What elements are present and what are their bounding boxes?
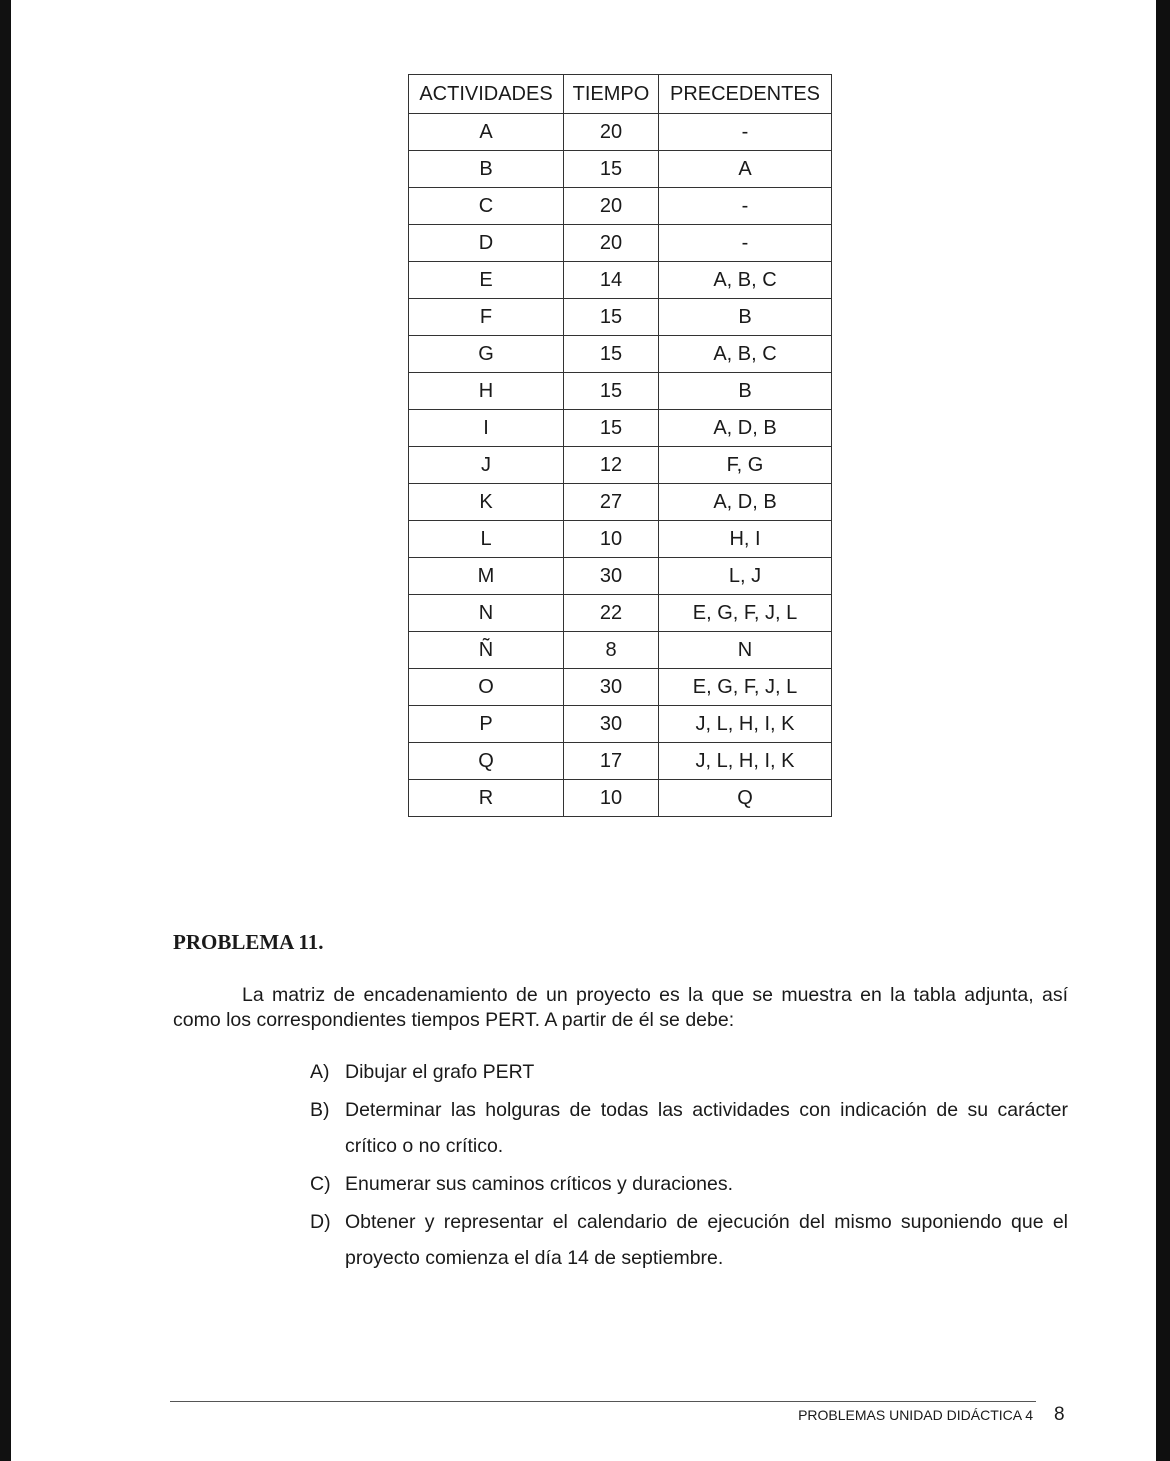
cell-tiempo: 8 <box>564 632 659 669</box>
table-row <box>409 188 832 225</box>
table-row <box>409 151 832 188</box>
cell-tiempo: 30 <box>564 558 659 595</box>
cell-precedentes: B <box>659 373 832 410</box>
cell-actividad: J <box>409 447 564 484</box>
table-row <box>409 595 832 632</box>
cell-precedentes: F, G <box>659 447 832 484</box>
cell-precedentes: - <box>659 225 832 262</box>
left-scan-edge <box>0 0 11 1461</box>
task-letter: D) <box>310 1211 331 1233</box>
cell-actividad: A <box>409 114 564 151</box>
table-row <box>409 669 832 706</box>
page-number: 8 <box>1054 1404 1065 1425</box>
cell-actividad: Ñ <box>409 632 564 669</box>
cell-tiempo: 17 <box>564 743 659 780</box>
cell-tiempo: 27 <box>564 484 659 521</box>
cell-actividad: D <box>409 225 564 262</box>
cell-actividad: M <box>409 558 564 595</box>
cell-precedentes: H, I <box>659 521 832 558</box>
task-text: Determinar las holguras de todas las actividades con indicación de su carácter crítico o no crítico. <box>345 1099 1068 1157</box>
cell-tiempo: 10 <box>564 521 659 558</box>
cell-actividad: P <box>409 706 564 743</box>
cell-actividad: I <box>409 410 564 447</box>
cell-actividad: H <box>409 373 564 410</box>
cell-precedentes: A, B, C <box>659 262 832 299</box>
header-actividades: ACTIVIDADES <box>409 75 564 114</box>
task-list <box>310 1054 1068 1278</box>
cell-precedentes: E, G, F, J, L <box>659 595 832 632</box>
cell-precedentes: J, L, H, I, K <box>659 706 832 743</box>
cell-precedentes: - <box>659 114 832 151</box>
cell-precedentes: L, J <box>659 558 832 595</box>
task-item <box>310 1054 1068 1090</box>
cell-precedentes: A, D, B <box>659 484 832 521</box>
table-row <box>409 225 832 262</box>
cell-actividad: K <box>409 484 564 521</box>
table-row <box>409 558 832 595</box>
header-precedentes: PRECEDENTES <box>659 75 832 114</box>
cell-precedentes: - <box>659 188 832 225</box>
task-text: Dibujar el grafo PERT <box>345 1061 535 1083</box>
cell-actividad: R <box>409 780 564 817</box>
cell-tiempo: 15 <box>564 373 659 410</box>
task-text: Enumerar sus caminos críticos y duraciones. <box>345 1173 733 1195</box>
table-row <box>409 373 832 410</box>
cell-precedentes: E, G, F, J, L <box>659 669 832 706</box>
cell-precedentes: A, D, B <box>659 410 832 447</box>
table-row <box>409 484 832 521</box>
cell-tiempo: 30 <box>564 669 659 706</box>
table-row <box>409 447 832 484</box>
task-letter: A) <box>310 1061 330 1083</box>
cell-precedentes: J, L, H, I, K <box>659 743 832 780</box>
task-item <box>310 1166 1068 1202</box>
cell-precedentes: Q <box>659 780 832 817</box>
table-row <box>409 632 832 669</box>
cell-tiempo: 12 <box>564 447 659 484</box>
cell-tiempo: 15 <box>564 299 659 336</box>
cell-actividad: F <box>409 299 564 336</box>
task-item <box>310 1204 1068 1276</box>
cell-precedentes: B <box>659 299 832 336</box>
task-letter: B) <box>310 1099 330 1121</box>
cell-actividad: Q <box>409 743 564 780</box>
cell-tiempo: 20 <box>564 114 659 151</box>
table-row <box>409 780 832 817</box>
cell-actividad: G <box>409 336 564 373</box>
cell-actividad: O <box>409 669 564 706</box>
cell-tiempo: 20 <box>564 188 659 225</box>
footer-label: PROBLEMAS UNIDAD DIDÁCTICA 4 <box>798 1407 1033 1423</box>
right-scan-edge <box>1156 0 1170 1461</box>
table-row <box>409 743 832 780</box>
task-letter: C) <box>310 1173 331 1195</box>
table-row <box>409 336 832 373</box>
task-text: Obtener y representar el calendario de ejecución del mismo suponiendo que el proyecto comienza el día 14 de septiembre. <box>345 1211 1068 1269</box>
cell-tiempo: 20 <box>564 225 659 262</box>
table-row <box>409 262 832 299</box>
activities-table <box>408 74 832 817</box>
problem-title: PROBLEMA 11. <box>173 930 324 954</box>
cell-actividad: B <box>409 151 564 188</box>
table-row <box>409 410 832 447</box>
table-row <box>409 521 832 558</box>
cell-tiempo: 14 <box>564 262 659 299</box>
cell-actividad: N <box>409 595 564 632</box>
cell-actividad: E <box>409 262 564 299</box>
cell-tiempo: 15 <box>564 336 659 373</box>
cell-tiempo: 22 <box>564 595 659 632</box>
cell-precedentes: A <box>659 151 832 188</box>
cell-actividad: L <box>409 521 564 558</box>
header-tiempo: TIEMPO <box>564 75 659 114</box>
cell-tiempo: 30 <box>564 706 659 743</box>
footer-rule <box>170 1401 1036 1402</box>
table-header-row <box>409 75 832 114</box>
cell-tiempo: 15 <box>564 151 659 188</box>
table-row <box>409 706 832 743</box>
table-row <box>409 114 832 151</box>
problem-intro: La matriz de encadenamiento de un proyecto es la que se muestra en la tabla adjunta, así como los correspondientes tiempos PERT. A partir de él se debe: <box>173 984 1068 1031</box>
cell-precedentes: N <box>659 632 832 669</box>
cell-tiempo: 10 <box>564 780 659 817</box>
task-item <box>310 1092 1068 1164</box>
cell-tiempo: 15 <box>564 410 659 447</box>
cell-actividad: C <box>409 188 564 225</box>
table-row <box>409 299 832 336</box>
cell-precedentes: A, B, C <box>659 336 832 373</box>
